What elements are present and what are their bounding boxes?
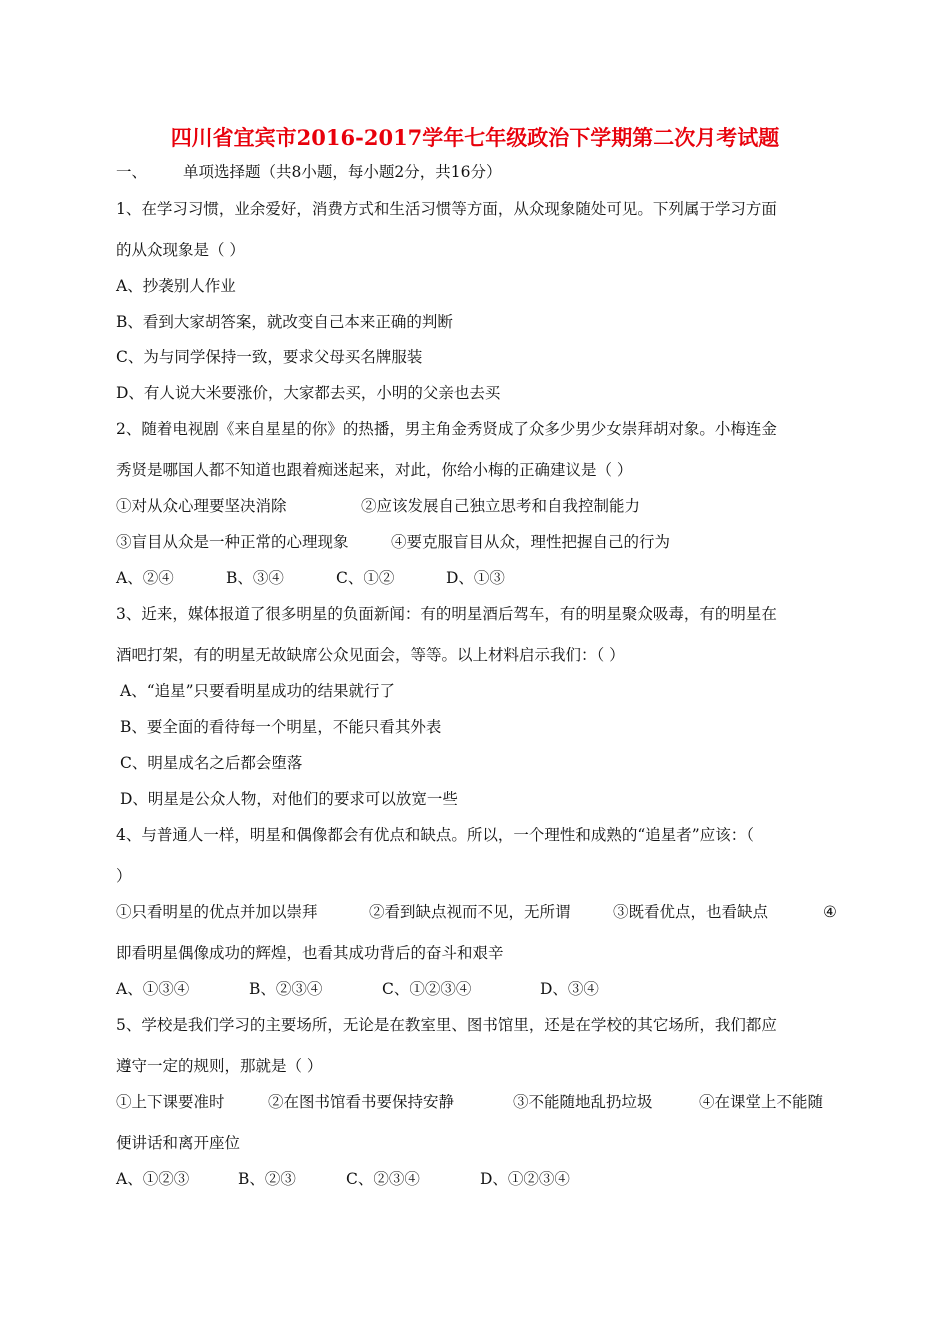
q5-stem-line2: 遵守一定的规则，那就是（ ） — [116, 1057, 323, 1075]
q4-items-row — [116, 902, 837, 922]
q4-choice-d: D、③④ — [540, 980, 599, 998]
q5-item-1: ①上下课要准时 — [116, 1093, 225, 1111]
q3-option-c: C、明星成名之后都会堕落 — [120, 754, 303, 772]
section-number: 一、 — [116, 163, 148, 181]
q5-choices — [116, 1169, 570, 1189]
q1-option-c: C、为与同学保持一致，要求父母买名牌服装 — [116, 348, 423, 366]
q2-item-2: ②应该发展自己独立思考和自我控制能力 — [361, 497, 641, 515]
q2-item-1: ①对从众心理要坚决消除 — [116, 497, 287, 515]
q2-item-4: ④要克服盲目从众，理性把握自己的行为 — [391, 533, 671, 551]
q1-option-b: B、看到大家胡答案，就改变自己本来正确的判断 — [116, 313, 453, 331]
q1-option-d: D、有人说大米要涨价，大家都去买，小明的父亲也去买 — [116, 384, 501, 402]
q2-stem-line2: 秀贤是哪国人都不知道也跟着痴迷起来，对此，你给小梅的正确建议是（ ） — [116, 461, 633, 479]
q1-stem-line1: 1、在学习习惯，业余爱好，消费方式和生活习惯等方面，从众现象随处可见。下列属于学习方面 — [116, 200, 777, 218]
q5-item-3: ③不能随地乱扔垃圾 — [513, 1093, 653, 1111]
q4-item-2: ②看到缺点视而不见，无所谓 — [369, 903, 571, 921]
q4-choice-a: A、①③④ — [116, 980, 190, 998]
q4-choice-c: C、①②③④ — [382, 980, 472, 998]
q1-option-a: A、抄袭别人作业 — [116, 277, 236, 295]
q5-choice-b: B、②③ — [238, 1170, 296, 1188]
q2-stem-line1: 2、随着电视剧《来自星星的你》的热播，男主角金秀贤成了众多少男少女崇拜胡对象。小梅连金 — [116, 420, 777, 438]
q4-stem-line4: 即看明星偶像成功的辉煌，也看其成功背后的奋斗和艰辛 — [116, 944, 504, 962]
q3-stem-line1: 3、近来，媒体报道了很多明星的负面新闻：有的明星酒后驾车，有的明星聚众吸毒，有的明星在 — [116, 605, 777, 623]
q4-stem-line1: 4、与普通人一样，明星和偶像都会有优点和缺点。所以，一个理性和成熟的“追星者”应该：（ — [116, 826, 754, 844]
q3-option-d: D、明星是公众人物，对他们的要求可以放宽一些 — [120, 790, 458, 808]
q4-choice-b: B、②③④ — [249, 980, 323, 998]
q2-choice-b: B、③④ — [226, 569, 284, 587]
q2-choices — [116, 568, 505, 588]
q3-stem-line2: 酒吧打架，有的明星无故缺席公众见面会，等等。以上材料启示我们：（ ） — [116, 646, 625, 664]
q5-item-4: ④在课堂上不能随 — [699, 1093, 824, 1111]
q4-item-3: ③既看优点，也看缺点 — [613, 903, 769, 921]
q2-items-row2 — [116, 532, 670, 552]
exam-title: 四川省宜宾市2016-2017学年七年级政治下学期第二次月考试题 — [170, 125, 780, 150]
q4-item-1: ①只看明星的优点并加以崇拜 — [116, 903, 318, 921]
q5-item-2: ②在图书馆看书要保持安静 — [268, 1093, 455, 1111]
q3-option-a: A、“追星”只要看明星成功的结果就行了 — [120, 682, 396, 700]
q4-stem-line2: ） — [116, 867, 132, 885]
q5-stem-line1: 5、学校是我们学习的主要场所，无论是在教室里、图书馆里，还是在学校的其它场所，我们都应 — [116, 1016, 777, 1034]
q5-choice-c: C、②③④ — [346, 1170, 420, 1188]
q2-item-3: ③盲目从众是一种正常的心理现象 — [116, 533, 349, 551]
q5-stem-line4: 便讲话和离开座位 — [116, 1134, 241, 1152]
q4-item-4: ④ — [823, 903, 837, 921]
q2-items-row1 — [116, 496, 640, 516]
q5-items-row — [116, 1092, 823, 1112]
section-heading — [116, 162, 501, 182]
q2-choice-c: C、①② — [336, 569, 395, 587]
q2-choice-a: A、②④ — [116, 569, 174, 587]
section-title: 单项选择题（共8小题，每小题2分，共16分） — [183, 163, 502, 181]
q1-stem-line2: 的从众现象是（ ） — [116, 241, 245, 259]
q5-choice-d: D、①②③④ — [480, 1170, 570, 1188]
q3-option-b: B、要全面的看待每一个明星，不能只看其外表 — [120, 718, 442, 736]
q5-choice-a: A、①②③ — [116, 1170, 190, 1188]
q4-choices — [116, 979, 599, 999]
q2-choice-d: D、①③ — [446, 569, 505, 587]
